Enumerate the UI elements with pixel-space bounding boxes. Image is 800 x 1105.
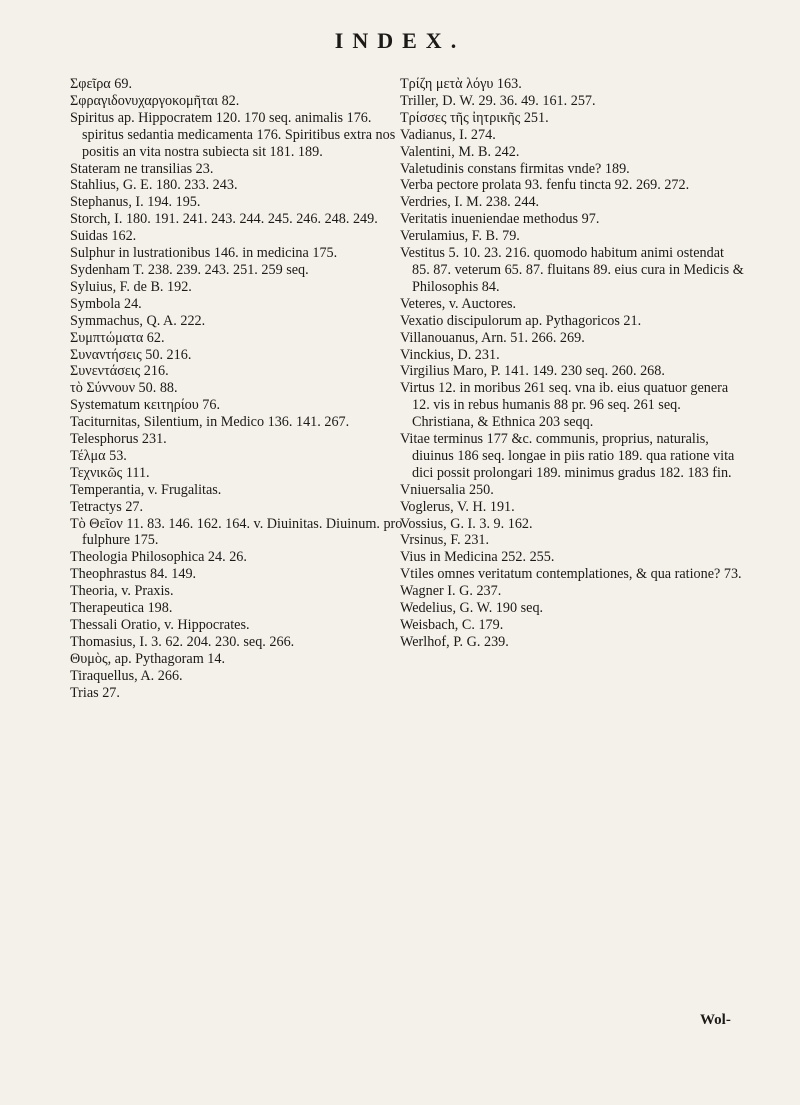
- index-entry: τὸ Σύννουν 50. 88.: [70, 380, 178, 397]
- index-entry: Verulamius, F. B. 79.: [400, 228, 520, 245]
- index-entry: Συνεντάσεις 216.: [70, 363, 169, 380]
- index-entry: Valentini, M. B. 242.: [400, 143, 520, 160]
- index-entry: Vossius, G. I. 3. 9. 162.: [400, 515, 533, 532]
- index-entry: Therapeutica 198.: [70, 600, 173, 617]
- index-entry: Συμπτώματα 62.: [70, 329, 165, 346]
- index-entry: Theologia Philosophica 24. 26.: [70, 549, 247, 566]
- index-column-right: [400, 76, 745, 651]
- index-entry: Θυμὸς, ap. Pythagoram 14.: [70, 650, 226, 667]
- index-entry: Τρίζη μετὰ λόγυ 163.: [400, 76, 522, 92]
- index-entry: Sydenham T. 238. 239. 243. 251. 259 seq.: [70, 261, 309, 278]
- index-entry: Τεχνικῶς 111.: [70, 464, 150, 481]
- index-entry: Spiritus ap. Hippocratem 120. 170 seq. animalis 176. spiritus sedantia medicamenta 176. Spiritibus extra nos positis an vita nostra subiecta sit 181. 189.: [70, 109, 396, 160]
- index-entry: Σφεῖρα 69.: [70, 76, 133, 92]
- index-entry: Valetudinis constans firmitas vnde? 189.: [400, 160, 630, 177]
- index-entry: Stephanus, I. 194. 195.: [70, 194, 201, 211]
- index-entry: Vestitus 5. 10. 23. 216. quomodo habitum animi ostendat 85. 87. veterum 65. 87. fluitans 89. eius cura in Medicis & Philosophis 84.: [400, 245, 744, 295]
- index-entry: Stahlius, G. E. 180. 233. 243.: [70, 177, 238, 194]
- index-entry: Σφραγιδονυχαργοκομῆται 82.: [70, 92, 240, 109]
- index-entry: Suidas 162.: [70, 228, 137, 245]
- index-entry: Telesphorus 231.: [70, 431, 167, 448]
- catchword: Wol-: [700, 1012, 731, 1028]
- index-entry: Theoria, v. Praxis.: [70, 583, 174, 600]
- index-entry: Veteres, v. Auctores.: [400, 295, 517, 312]
- index-entry: Symmachus, Q. A. 222.: [70, 312, 206, 329]
- index-entry: Vitae terminus 177 &c. communis, proprius, naturalis, diuinus 186 seq. longae in piis ratio 189. qua ratione vita dici possit prolongari 189. minimus gradus 182. 183 fin.: [400, 431, 735, 481]
- index-entry: Τὸ Θεῖον 11. 83. 146. 162. 164. v. Diuinitas. Diuinum. pro fulphure 175.: [70, 515, 403, 549]
- index-entry: Wedelius, G. W. 190 seq.: [400, 600, 544, 617]
- index-entry: Storch, I. 180. 191. 241. 243. 244. 245. 246. 248. 249.: [70, 211, 378, 228]
- index-entry: Tetractys 27.: [70, 498, 144, 515]
- index-entry: Veritatis inueniendae methodus 97.: [400, 211, 600, 228]
- index-entry: Vtiles omnes veritatum contemplationes, & qua ratione? 73.: [400, 566, 742, 583]
- index-entry: Temperantia, v. Frugalitas.: [70, 481, 222, 498]
- index-entry: Systematum κειτηρίου 76.: [70, 397, 221, 414]
- index-entry: Symbola 24.: [70, 295, 142, 312]
- index-entry: Villanouanus, Arn. 51. 266. 269.: [400, 329, 585, 346]
- index-entry: Vexatio discipulorum ap. Pythagoricos 21.: [400, 312, 642, 329]
- index-entry: Vadianus, I. 274.: [400, 126, 496, 143]
- index-entry: Wagner I. G. 237.: [400, 583, 502, 600]
- index-entry: Werlhof, P. G. 239.: [400, 633, 509, 650]
- index-entry: Verba pectore prolata 93. fenfu tincta 92. 269. 272.: [400, 177, 690, 194]
- index-entry: Theophrastus 84. 149.: [70, 566, 197, 583]
- index-entry: Συναντήσεις 50. 216.: [70, 346, 192, 363]
- index-entry: Tiraquellus, A. 266.: [70, 667, 183, 684]
- index-entry: Sulphur in lustrationibus 146. in medicina 175.: [70, 245, 338, 262]
- page-header: INDEX.: [334, 28, 466, 53]
- index-entry: Virtus 12. in moribus 261 seq. vna ib. eius quatuor genera 12. vis in rebus humanis 88 pr. 96 seq. 261 seq. Christiana, & Ethnica 203 seqq.: [400, 380, 729, 431]
- index-entry: Vniuersalia 250.: [400, 481, 494, 498]
- index-entry: Thomasius, I. 3. 62. 204. 230. seq. 266.: [70, 633, 295, 650]
- index-entry: Stateram ne transilias 23.: [70, 160, 214, 177]
- index-entry: Virgilius Maro, P. 141. 149. 230 seq. 260. 268.: [400, 363, 665, 380]
- index-entry: Weisbach, C. 179.: [400, 617, 504, 633]
- index-entry: Trias 27.: [70, 684, 120, 701]
- index-entry: Triller, D. W. 29. 36. 49. 161. 257.: [400, 92, 596, 109]
- index-entry: Vinckius, D. 231.: [400, 346, 500, 363]
- index-entry: Taciturnitas, Silentium, in Medico 136. 141. 267.: [70, 414, 350, 431]
- index-entry: Voglerus, V. H. 191.: [400, 498, 515, 515]
- index-entry: Vrsinus, F. 231.: [400, 532, 490, 549]
- index-entry: Vius in Medicina 252. 255.: [400, 549, 555, 566]
- index-entry: Verdries, I. M. 238. 244.: [400, 194, 540, 211]
- index-entry: Thessali Oratio, v. Hippocrates.: [70, 617, 250, 633]
- index-entry: Syluius, F. de B. 192.: [70, 278, 192, 295]
- index-entry: Τρίσσες τῆς ἰητρικῆς 251.: [400, 109, 549, 126]
- index-column-left: [70, 76, 415, 702]
- index-entry: Τέλμα 53.: [70, 447, 127, 464]
